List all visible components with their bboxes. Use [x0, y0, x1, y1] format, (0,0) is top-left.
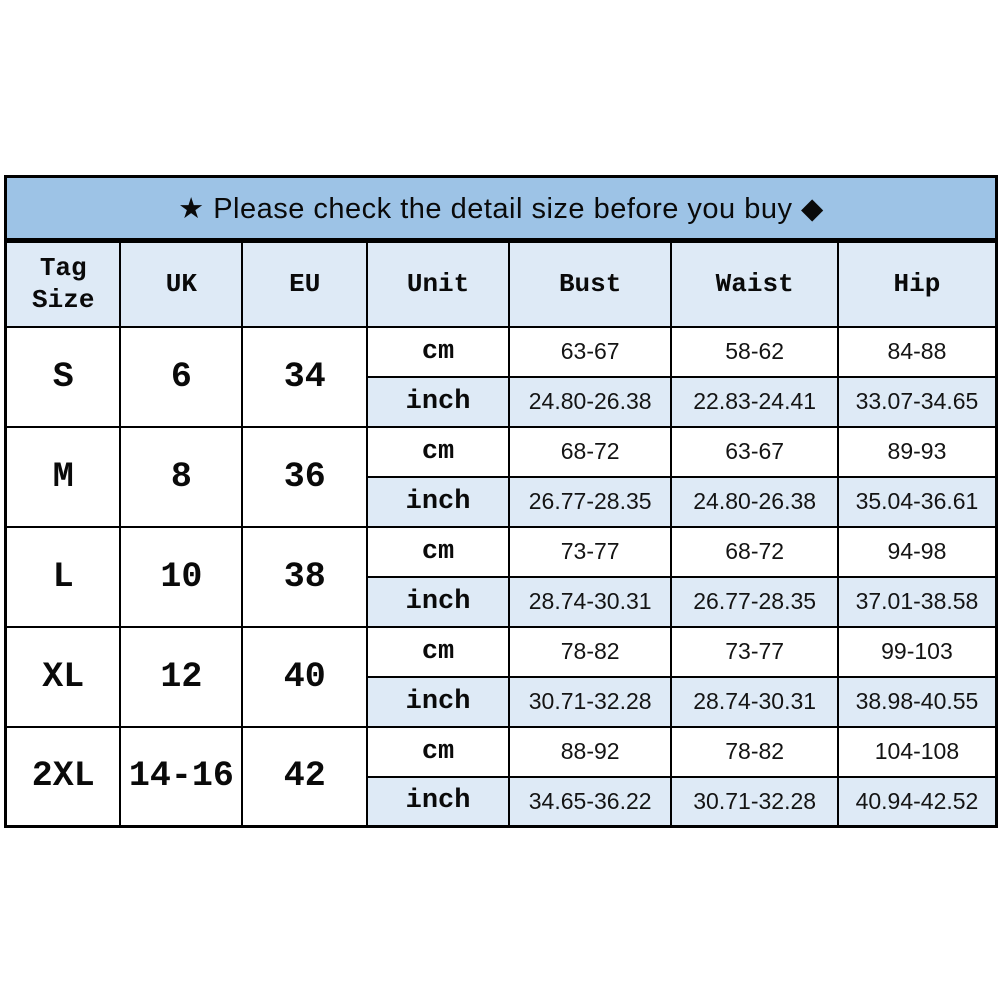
- size-chart: [4, 175, 998, 828]
- bust-inch-cell: 24.80-26.38: [509, 377, 672, 427]
- hip-inch-cell: 37.01-38.58: [838, 577, 997, 627]
- waist-cm-cell: 58-62: [671, 327, 837, 377]
- hip-inch-cell: 35.04-36.61: [838, 477, 997, 527]
- bust-inch-cell: 30.71-32.28: [509, 677, 672, 727]
- hip-inch-cell: 33.07-34.65: [838, 377, 997, 427]
- eu-cell: 40: [242, 627, 367, 727]
- hip-inch-cell: 40.94-42.52: [838, 777, 997, 827]
- size-cell: 2XL: [6, 727, 121, 827]
- table-header-row: [6, 242, 997, 327]
- unit-cm-cell: cm: [367, 727, 509, 777]
- header-bust: Bust: [509, 242, 672, 327]
- hip-inch-cell: 38.98-40.55: [838, 677, 997, 727]
- table-row: [6, 627, 997, 677]
- size-cell: L: [6, 527, 121, 627]
- bust-cm-cell: 88-92: [509, 727, 672, 777]
- bust-cm-cell: 78-82: [509, 627, 672, 677]
- waist-cm-cell: 78-82: [671, 727, 837, 777]
- hip-cm-cell: 89-93: [838, 427, 997, 477]
- size-cell: S: [6, 327, 121, 427]
- hip-cm-cell: 94-98: [838, 527, 997, 577]
- table-row: [6, 427, 997, 477]
- waist-inch-cell: 26.77-28.35: [671, 577, 837, 627]
- hip-cm-cell: 104-108: [838, 727, 997, 777]
- bust-cm-cell: 68-72: [509, 427, 672, 477]
- unit-inch-cell: inch: [367, 477, 509, 527]
- waist-inch-cell: 24.80-26.38: [671, 477, 837, 527]
- waist-cm-cell: 63-67: [671, 427, 837, 477]
- table-row: [6, 527, 997, 577]
- eu-cell: 42: [242, 727, 367, 827]
- uk-cell: 8: [120, 427, 242, 527]
- unit-cm-cell: cm: [367, 327, 509, 377]
- eu-cell: 34: [242, 327, 367, 427]
- bust-inch-cell: 34.65-36.22: [509, 777, 672, 827]
- uk-cell: 12: [120, 627, 242, 727]
- unit-inch-cell: inch: [367, 577, 509, 627]
- table-row: [6, 727, 997, 777]
- bust-cm-cell: 73-77: [509, 527, 672, 577]
- header-hip: Hip: [838, 242, 997, 327]
- unit-inch-cell: inch: [367, 677, 509, 727]
- waist-inch-cell: 28.74-30.31: [671, 677, 837, 727]
- bust-inch-cell: 28.74-30.31: [509, 577, 672, 627]
- notice-banner-text: ★ Please check the detail size before you buy ◆: [178, 192, 824, 225]
- table-row: [6, 327, 997, 377]
- header-waist: Waist: [671, 242, 837, 327]
- size-cell: M: [6, 427, 121, 527]
- hip-cm-cell: 84-88: [838, 327, 997, 377]
- unit-inch-cell: inch: [367, 777, 509, 827]
- header-uk: UK: [120, 242, 242, 327]
- hip-cm-cell: 99-103: [838, 627, 997, 677]
- bust-inch-cell: 26.77-28.35: [509, 477, 672, 527]
- size-table: [4, 240, 998, 828]
- header-tag-size: Tag Size: [6, 242, 121, 327]
- eu-cell: 36: [242, 427, 367, 527]
- waist-inch-cell: 22.83-24.41: [671, 377, 837, 427]
- uk-cell: 14-16: [120, 727, 242, 827]
- unit-cm-cell: cm: [367, 527, 509, 577]
- notice-banner: [4, 175, 998, 240]
- size-cell: XL: [6, 627, 121, 727]
- header-unit: Unit: [367, 242, 509, 327]
- unit-cm-cell: cm: [367, 427, 509, 477]
- uk-cell: 10: [120, 527, 242, 627]
- header-eu: EU: [242, 242, 367, 327]
- eu-cell: 38: [242, 527, 367, 627]
- waist-cm-cell: 73-77: [671, 627, 837, 677]
- waist-cm-cell: 68-72: [671, 527, 837, 577]
- waist-inch-cell: 30.71-32.28: [671, 777, 837, 827]
- uk-cell: 6: [120, 327, 242, 427]
- unit-inch-cell: inch: [367, 377, 509, 427]
- bust-cm-cell: 63-67: [509, 327, 672, 377]
- unit-cm-cell: cm: [367, 627, 509, 677]
